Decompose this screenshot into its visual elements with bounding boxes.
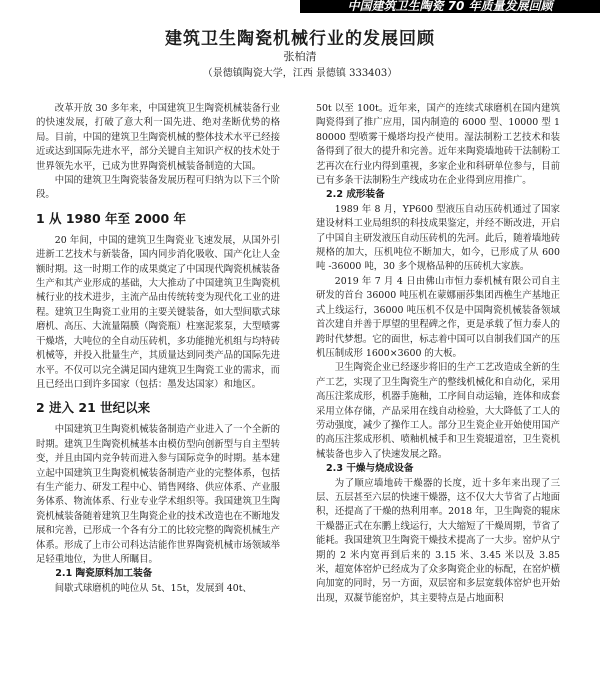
subsection-2-3-paragraph: 为了顺应墙地砖干燥器的长度，近十多年来出现了三层、五层甚至六层的快速干燥器，这不仅大大节省了占地面积，还提高了干燥的热利用率。2018 年，卫生陶瓷的辊床干燥器正式在东鹏上线运行，大大缩短了干燥周期，节省了能耗。我国建筑卫生陶瓷干燥技术提高了一大步。窑炉从宁期的 2 米内宽再到后来的 3.15 米、3.45 米以及 3.85 米，超宽体窑炉已经成为了众多陶瓷企业的标配，在窑炉横向加宽的同时，另一方面，双层窑和多层宽载体窑炉也开始出现，双凝节能窑炉，其主要特点是占地面积 xyxy=(316,477,560,604)
journal-banner: 中国建筑卫生陶瓷 70 年质量发展回顾 xyxy=(300,0,600,13)
left-column xyxy=(36,102,280,680)
subsection-2-2-paragraph-1: 1989 年 8 月，YP600 型液压自动压砖机通过了国家建设材料工业局组织的科技成果鉴定，并经不断改进，开启了中国自主研发液压自动压砖机的先河。此后，随着墙地砖规格的加大，压机吨位不断加大，如今，已形成了从 600 吨 -36000 吨，30 多个规格品种的压砖机大家族。 xyxy=(316,203,560,273)
subsection-2-2-heading: 2.2 成形装备 xyxy=(326,189,385,201)
article-title: 建筑卫生陶瓷机械行业的发展回顾 xyxy=(165,29,435,49)
subsection-2-2-paragraph-2: 2019 年 7 月 4 日由佛山市恒力泰机械有限公司自主研发的首台 36000 吨压机在蒙娜丽莎集团西樵生产基地正式上线运行，36000 吨压机不仅是中国陶瓷机械装备领域首次建自并善于厚望的里程碑之作，更是承载了恒力泰人的跨时代梦想。它的面世，标志着中国可以自制我们国产的压机压制成形 1600×3600 的大板。 xyxy=(316,275,560,359)
subsection-2-3-heading: 2.3 干燥与烧成设备 xyxy=(326,463,414,475)
intro-paragraph-1: 改革开放 30 多年来，中国建筑卫生陶瓷机械装备行业的快速发展，打破了意大利一国先进、绝对垄断优势的格局。目前，中国的建筑卫生陶瓷机械的整体技术水平已经接近或达到国际先进水平，部分关键自主知识产权的技术处于世界领先水平，已成为世界陶瓷机械装备制造的大国。 xyxy=(36,103,280,172)
right-column xyxy=(316,102,560,680)
section-1-paragraph: 20 年间，中国的建筑卫生陶瓷业飞速发展，从国外引进新工艺技术与新装备，国内同步消化吸收、国产化让人金额时期。这一时期工作的成果奠定了中国现代陶瓷机械装备生产和其产业形成的基础，大大推动了中国建筑卫生陶瓷机械行业的技术进步，主流产品由传统转变为现代化工业的进程。建筑卫生陶瓷工业用的主要关键装备，如大型间歇式球磨机、高压、大流量隔膜（陶瓷瓶）柱塞泥浆泵，大型喷雾干燥塔，大吨位的全自动压砖机，多功能抛光机组与均特砖机械等，并投入批量生产，其质量达到同类产品的国际先进水平。不仅可以完全满足国内建筑卫生陶瓷工业的需求，而且已经出口到许多国家（包括：墨发达国家）和地区。 xyxy=(36,234,280,390)
subsection-2-1-heading: 2.1 陶瓷原料加工装备 xyxy=(55,568,153,580)
article-author: 张柏清 xyxy=(283,50,317,63)
subsection-2-2-paragraph-3: 卫生陶瓷企业已经逐步将旧的生产工艺改造成全新的生产工艺，实现了卫生陶瓷生产的整线机械化和自动化，采用高压注浆成形，机器手施釉，工序间自动运输，连体和成套采用立体存储，产品采用在线自动检验，大大降低了工人的劳动强度，减少了操作工人。部分卫生瓷企业开始使用国产的高压注浆成形机、喷釉机械手和卫生瓷辊道窑，卫生瓷机械装备也步入了快速发展之路。 xyxy=(316,362,560,460)
subsection-2-1-continued: 50t 以至 100t。近年来，国产的连续式球磨机在国内建筑陶瓷得到了推广应用，国内制造的 6000 型、10000 型 180000 型喷雾干燥塔均投产使用。湿法制粉工艺技术和装备得到了很大的提升和完善。近年来陶瓷墙地砖干法制粉工艺再次在行业内得到重视，多家企业和科研单位参与，目前已有多条干法制粉生产线成功在企业得到应用推广。 xyxy=(316,103,560,187)
intro-paragraph-2: 中国的建筑卫生陶瓷装备发展历程可归纳为以下三个阶段。 xyxy=(36,175,280,201)
section-2-paragraph: 中国建筑卫生陶瓷机械装备制造产业进入了一个全新的时期。建筑卫生陶瓷机械基本由模仿型向创新型与自主型转变，并且由国内竞争转而进入参与国际竞争的时期。基本建立起中国建筑卫生陶瓷机械装备制造产业的完整体系，包括有生产能力、研发工程中心、销售网络、供应体系、产业服务体系、物流体系、行业专业学术组织等。我国建筑卫生陶瓷机械装备随着建筑卫生陶瓷企业的技术改造也在不断地发展和完善，已形成一个各有分工的比较完整的陶瓷机械生产体系。形成了上市公司科达洁能作世界陶瓷机械市场领域举足轻重地位，为世人所瞩目。 xyxy=(36,424,280,565)
section-2-heading: 2 进入 21 世纪以来 xyxy=(36,400,151,416)
subsection-2-1-paragraph: 间歇式球磨机的吨位从 5t、15t，发展到 40t、 xyxy=(54,582,252,594)
section-1-heading: 1 从 1980 年至 2000 年 xyxy=(36,210,187,226)
article-affiliation: （景德镇陶瓷大学，江西 景德镇 333403） xyxy=(202,68,398,79)
